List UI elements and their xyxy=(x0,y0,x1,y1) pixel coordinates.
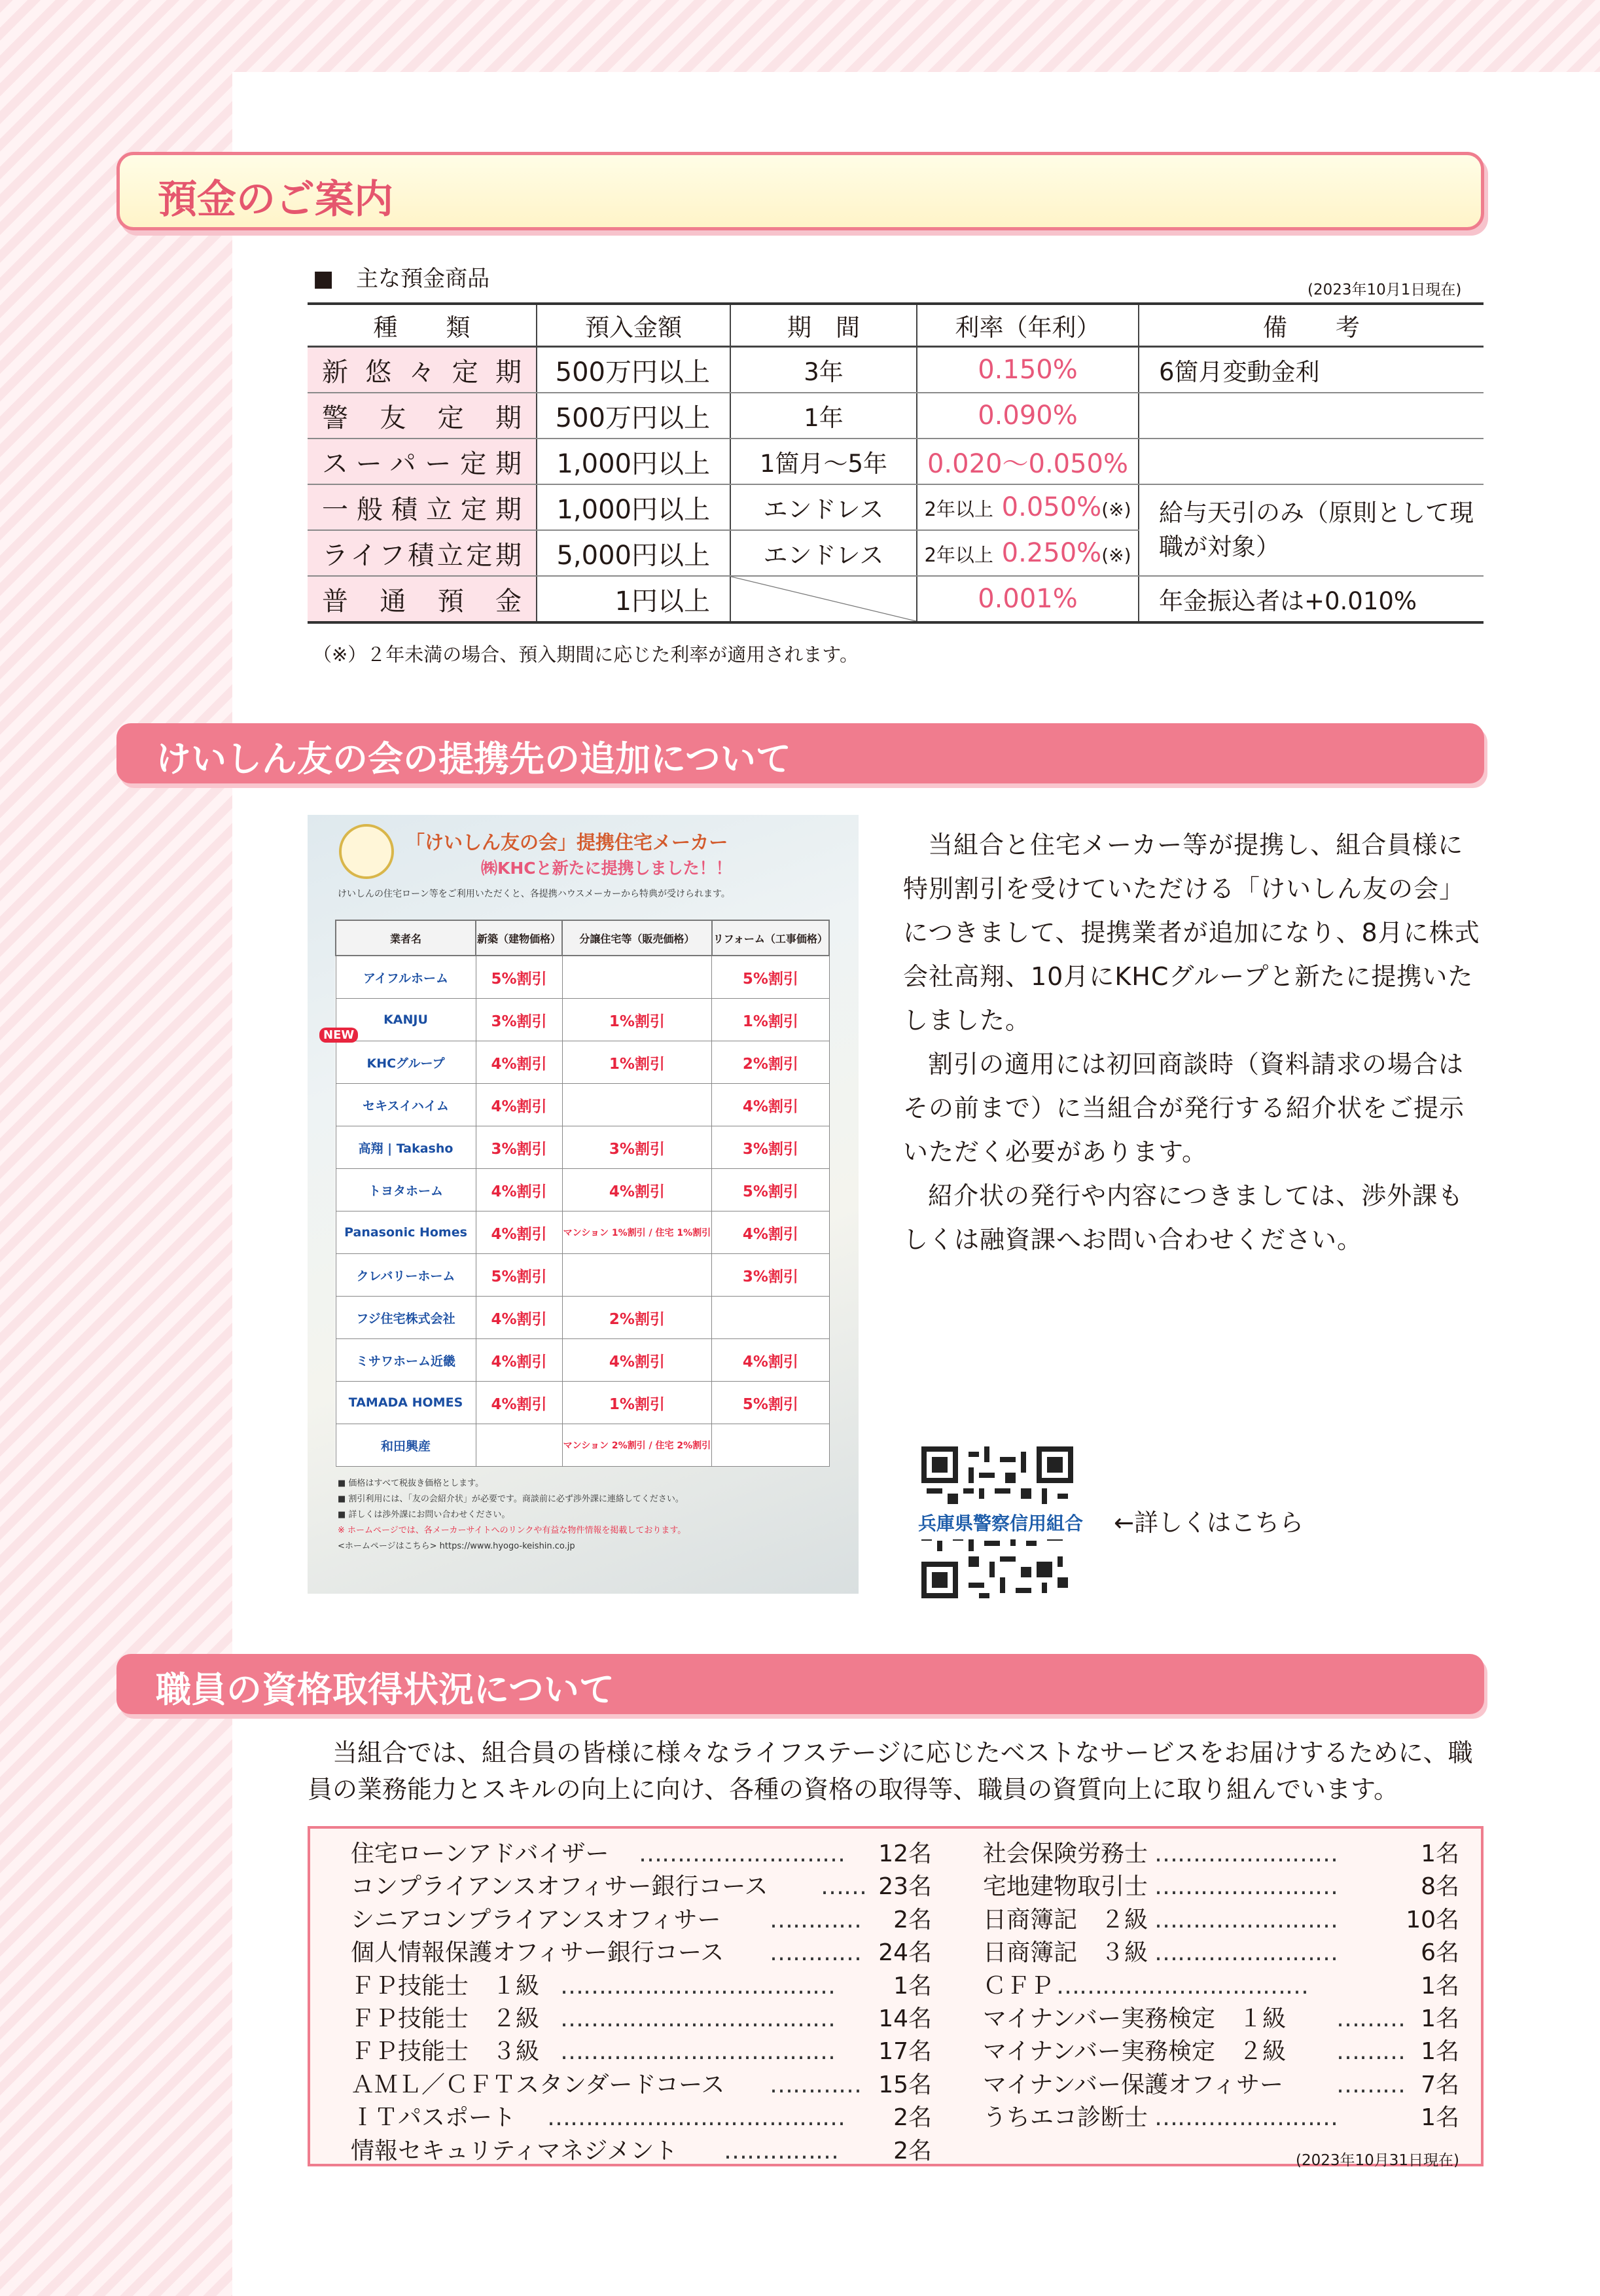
cell-kind: 警友定期 xyxy=(308,393,537,439)
flyer-row xyxy=(336,1084,829,1126)
flyer-company: クレバリーホーム xyxy=(336,1254,476,1297)
list-item xyxy=(983,2069,1459,2102)
cell-rate: 0.020～0.050% xyxy=(917,439,1139,484)
cell-rate: 0.001% xyxy=(917,576,1139,622)
paragraph: 割引の適用には初回商談時（資料請求の場合はその前まで）に当組合が発行する紹介状をご提示いただく必要があります。 xyxy=(903,1050,1465,1166)
flyer-subtitle: ㈱KHCと新たに提携しました！！ xyxy=(481,859,732,878)
cell-note: 年金振込者は+0.010% xyxy=(1139,576,1484,622)
flyer-row xyxy=(336,1254,829,1297)
rate-value: 0.250% xyxy=(1001,538,1102,568)
flyer-reform xyxy=(712,1424,829,1467)
cell-rate xyxy=(917,484,1139,530)
qr-caption: ←詳しくはこちら xyxy=(1114,1509,1304,1537)
qualifications-box xyxy=(308,1826,1484,2169)
qualification-name: マイナンバー実務検定 ２級 xyxy=(983,2038,1286,2066)
qualification-name: ＦＰ技能士 ３級 xyxy=(351,2038,540,2066)
qualification-count: 17名 xyxy=(878,2038,932,2066)
list-item xyxy=(983,1970,1459,2003)
qualification-count: 10名 xyxy=(1406,1906,1459,1933)
qualification-count: 6名 xyxy=(1421,1939,1459,1967)
table-row xyxy=(308,393,1484,439)
flyer-new: 4%割引 xyxy=(476,1382,562,1424)
cell-note: 6箇月変動金利 xyxy=(1139,347,1484,393)
list-item xyxy=(351,2003,932,2036)
cell-amount: 1,000円以上 xyxy=(537,439,730,484)
deposit-table xyxy=(308,302,1484,624)
flyer-reform: 2%割引 xyxy=(712,1041,829,1084)
list-item xyxy=(351,1904,932,1937)
flyer-bunjo: 3%割引 xyxy=(562,1126,712,1169)
list-item xyxy=(983,2102,1459,2134)
qualification-name: シニアコンプライアンスオフィサー xyxy=(351,1906,721,1933)
flyer-row xyxy=(336,1382,829,1424)
cell-kind: 新悠々定期 xyxy=(308,347,537,393)
flyer-company: セキスイハイム xyxy=(336,1084,476,1126)
leader-dots: …………………… xyxy=(1154,1840,1338,1867)
section-header-keishin-club xyxy=(116,723,1484,783)
list-item xyxy=(983,1838,1459,1871)
leader-dots: ……… xyxy=(1336,2071,1405,2098)
list-item xyxy=(983,1937,1459,1969)
qualification-count: 1名 xyxy=(1421,2038,1459,2066)
flyer-company: KANJU xyxy=(336,999,476,1041)
cell-period: エンドレス xyxy=(730,484,917,530)
flyer-title: 「けいしん友の会」提携住宅メーカー xyxy=(406,831,728,853)
flyer-company: 和田興産 xyxy=(336,1424,476,1467)
paragraph: 紹介状の発行や内容につきましては、渉外課もしくは融資課へお問い合わせください。 xyxy=(903,1181,1464,1254)
rate-suffix: (※) xyxy=(1101,499,1131,520)
cell-period: 1箇月～5年 xyxy=(730,439,917,484)
qualification-count: 7名 xyxy=(1421,2071,1459,2098)
flyer-row xyxy=(336,1424,829,1467)
leader-dots: ………… xyxy=(770,1906,861,1933)
keishin-club-body xyxy=(903,823,1485,1262)
qualification-name: 宅地建物取引士 xyxy=(983,1873,1148,1901)
leader-dots: …………………… xyxy=(1154,1939,1338,1967)
cell-period: 1年 xyxy=(730,393,917,439)
header-amount: 預入金額 xyxy=(537,304,730,347)
list-item xyxy=(983,2135,1459,2168)
qualification-list-left xyxy=(351,1838,932,2168)
list-item xyxy=(351,1937,932,1969)
emblem-icon xyxy=(339,824,394,879)
flyer-bunjo: 2%割引 xyxy=(562,1297,712,1339)
flyer-bunjo xyxy=(562,956,712,999)
qualification-name: ＩＴパスポート xyxy=(351,2104,516,2132)
paragraph: 当組合と住宅メーカー等が提携し、組合員様に特別割引を受けていただける「けいしん友の会」につきまして、提携業者が追加になり、8月に株式会社高翔、10月にKHCグループと新たに提携いたしました。 xyxy=(903,831,1480,1035)
header-period: 期 間 xyxy=(730,304,917,347)
flyer-reform: 5%割引 xyxy=(712,1382,829,1424)
qualification-count: 2名 xyxy=(893,1906,932,1933)
table-row xyxy=(308,347,1484,393)
qualification-name: マイナンバー実務検定 １級 xyxy=(983,2005,1286,2032)
leader-dots: …………………… xyxy=(1154,1906,1338,1933)
qr-label-band xyxy=(903,1508,1098,1539)
flyer-row xyxy=(336,1041,829,1084)
flyer-bunjo: 1%割引 xyxy=(562,1382,712,1424)
flyer-company: ミサワホーム近畿 xyxy=(336,1339,476,1382)
section-title: けいしん友の会の提携先の追加について xyxy=(156,738,791,780)
qualification-name: 社会保険労務士 xyxy=(983,1840,1148,1867)
flyer-bunjo xyxy=(562,1084,712,1126)
leader-dots: ………… xyxy=(770,2071,861,2098)
qualification-count: 1名 xyxy=(1421,1972,1459,2000)
flyer-header: リフォーム（工事価格） xyxy=(712,920,829,956)
qualification-name: ＦＰ技能士 １級 xyxy=(351,1972,540,2000)
flyer-bunjo: マンション 2%割引 / 住宅 2%割引 xyxy=(562,1424,712,1467)
cell-amount: 5,000円以上 xyxy=(537,530,730,576)
flyer-reform: 5%割引 xyxy=(712,1169,829,1211)
list-item xyxy=(983,1904,1459,1937)
qr-label: 兵庫県警察信用組合 xyxy=(917,1513,1083,1534)
subtitle-main-products: ■ 主な預金商品 xyxy=(313,266,490,292)
cell-rate: 0.090% xyxy=(917,393,1139,439)
table-row xyxy=(308,576,1484,622)
rate-suffix: (※) xyxy=(1101,545,1131,566)
qualification-name: 日商簿記 ２級 xyxy=(983,1906,1148,1933)
flyer-new: 3%割引 xyxy=(476,999,562,1041)
flyer-company: KHCグループ xyxy=(336,1041,476,1084)
qualification-name: 情報セキュリティマネジメント xyxy=(351,2137,678,2164)
flyer-company: フジ住宅株式会社 xyxy=(336,1297,476,1339)
flyer-new: 4%割引 xyxy=(476,1211,562,1254)
list-item xyxy=(983,2036,1459,2068)
flyer-note: ■ 割引利用には、「友の会紹介状」が必要です。商談前に必ず渉外課に連絡してください。 xyxy=(338,1494,684,1504)
flyer-bunjo: 1%割引 xyxy=(562,999,712,1041)
header-note: 備 考 xyxy=(1139,304,1484,347)
flyer-company: アイフルホーム xyxy=(336,956,476,999)
leader-dots: ……………………… xyxy=(639,1840,845,1867)
header-rate: 利率（年利） xyxy=(917,304,1139,347)
qualification-name: ＡＭＬ／ＣＦＴスタンダードコース xyxy=(351,2071,725,2098)
partner-flyer-image xyxy=(308,815,859,1594)
flyer-bunjo: 4%割引 xyxy=(562,1169,712,1211)
flyer-header: 分譲住宅等（販売価格） xyxy=(562,920,712,956)
list-item xyxy=(351,1871,932,1903)
flyer-new: 4%割引 xyxy=(476,1041,562,1084)
qualification-name: うちエコ診断士 xyxy=(983,2104,1148,2132)
flyer-header-row xyxy=(336,920,829,956)
cell-period: エンドレス xyxy=(730,530,917,576)
flyer-row xyxy=(336,956,829,999)
flyer-reform: 3%割引 xyxy=(712,1254,829,1297)
list-item xyxy=(351,1970,932,2003)
flyer-new: 5%割引 xyxy=(476,956,562,999)
flyer-new xyxy=(476,1424,562,1467)
flyer-new: 3%割引 xyxy=(476,1126,562,1169)
flyer-company: トヨタホーム xyxy=(336,1169,476,1211)
flyer-row xyxy=(336,1339,829,1382)
qualification-name: ＦＰ技能士 ２級 xyxy=(351,2005,540,2032)
flyer-reform: 4%割引 xyxy=(712,1339,829,1382)
leader-dots: …………………………… xyxy=(1056,1972,1308,2000)
cell-note: 給与天引のみ（原則として現職が対象） xyxy=(1139,484,1484,576)
list-item xyxy=(351,2135,932,2168)
rate-prefix: 2年以上 xyxy=(924,498,993,520)
flyer-row xyxy=(336,1169,829,1211)
flyer-new: 4%割引 xyxy=(476,1339,562,1382)
flyer-company: Panasonic Homes xyxy=(336,1211,476,1254)
qualification-count: 2名 xyxy=(893,2137,932,2164)
flyer-note: ※ ホームページでは、各メーカーサイトへのリンクや有益な物件情報を掲載しております。 xyxy=(338,1526,686,1535)
qualification-name: マイナンバー保護オフィサー xyxy=(983,2071,1284,2098)
cell-amount: 1,000円以上 xyxy=(537,484,730,530)
header-kind: 種 類 xyxy=(308,304,537,347)
qualification-count: 1名 xyxy=(893,1972,932,2000)
cell-kind: 普通預金 xyxy=(308,576,537,622)
flyer-new: 4%割引 xyxy=(476,1297,562,1339)
qualification-name: コンプライアンスオフィサー銀行コース xyxy=(351,1873,768,1901)
qualification-count: 1名 xyxy=(1421,2104,1459,2132)
leader-dots: ……………………………… xyxy=(560,2038,835,2066)
flyer-header: 新築（建物価格） xyxy=(476,920,562,956)
flyer-bunjo: マンション 1%割引 / 住宅 1%割引 xyxy=(562,1211,712,1254)
flyer-company: 高翔 | Takasho xyxy=(336,1126,476,1169)
flyer-reform xyxy=(712,1297,829,1339)
qualification-name: 住宅ローンアドバイザー xyxy=(351,1840,609,1867)
flyer-reform: 5%割引 xyxy=(712,956,829,999)
flyer-company: TAMADA HOMES xyxy=(336,1382,476,1424)
list-item xyxy=(983,2003,1459,2036)
flyer-row xyxy=(336,1126,829,1169)
flyer-reform: 1%割引 xyxy=(712,999,829,1041)
table-row xyxy=(308,439,1484,484)
flyer-intro: けいしんの住宅ローン等をご利用いただくと、各提携ハウスメーカーから特典が受けられます。 xyxy=(338,889,730,899)
qualification-count: 24名 xyxy=(878,1939,932,1967)
new-badge: NEW xyxy=(319,1028,358,1043)
cell-amount: 500万円以上 xyxy=(537,347,730,393)
section-title: 預金のご案内 xyxy=(158,177,393,223)
leader-dots: …… xyxy=(821,1873,866,1901)
cell-note xyxy=(1139,439,1484,484)
cell-period: 3年 xyxy=(730,347,917,393)
cell-kind: 一般積立定期 xyxy=(308,484,537,530)
flyer-reform: 4%割引 xyxy=(712,1211,829,1254)
qualification-count: 12名 xyxy=(878,1840,932,1867)
leader-dots: …………………… xyxy=(1154,1873,1338,1901)
qualification-name: ＣＦＰ xyxy=(983,1972,1054,2000)
footnote: （※）２年未満の場合、預入期間に応じた利率が適用されます。 xyxy=(313,643,859,666)
qualification-count: 1名 xyxy=(1421,2005,1459,2032)
flyer-bunjo: 1%割引 xyxy=(562,1041,712,1084)
cell-rate xyxy=(917,530,1139,576)
leader-dots: ……………………………… xyxy=(560,2005,835,2032)
list-item xyxy=(351,2102,932,2134)
flyer-new: 4%割引 xyxy=(476,1084,562,1126)
flyer-row xyxy=(336,1297,829,1339)
flyer-header: 業者名 xyxy=(336,920,476,956)
qualification-count: 8名 xyxy=(1421,1873,1459,1901)
list-item xyxy=(351,2069,932,2102)
flyer-reform: 4%割引 xyxy=(712,1084,829,1126)
cell-rate: 0.150% xyxy=(917,347,1139,393)
flyer-row xyxy=(336,999,829,1041)
leader-dots: …………… xyxy=(724,2137,838,2164)
flyer-note: ■ 詳しくは渉外課にお問い合わせください。 xyxy=(338,1510,510,1520)
cell-period-empty xyxy=(730,576,917,622)
flyer-new: 5%割引 xyxy=(476,1254,562,1297)
list-item xyxy=(983,1871,1459,1903)
qualification-count: 1名 xyxy=(1421,1840,1459,1867)
qualification-name: 日商簿記 ３級 xyxy=(983,1939,1148,1967)
leader-dots: …………………… xyxy=(1154,2104,1338,2132)
qualification-list-right xyxy=(983,1838,1459,2168)
section-header-deposits xyxy=(116,152,1484,230)
section-title: 職員の資格取得状況について xyxy=(156,1669,614,1710)
table-row xyxy=(308,484,1484,530)
cell-kind: ライフ積立定期 xyxy=(308,530,537,576)
as-of-date: (2023年10月1日現在) xyxy=(1307,281,1462,298)
rate-value: 0.050% xyxy=(1001,492,1102,522)
qualification-count: 23名 xyxy=(878,1873,932,1901)
flyer-bunjo xyxy=(562,1254,712,1297)
cell-amount: 1円以上 xyxy=(537,576,730,622)
section-header-qualifications xyxy=(116,1654,1484,1714)
list-item xyxy=(351,2036,932,2068)
cell-kind: スーパー定期 xyxy=(308,439,537,484)
flyer-note: <ホームページはこちら> https://www.hyogo-keishin.co.jp xyxy=(338,1541,575,1551)
qualifications-intro: 当組合では、組合員の皆様に様々なライフステージに応じたベストなサービスをお届けするために、職員の業務能力とスキルの向上に向け、各種の資格の取得等、職員の資質向上に取り組んでいます。 xyxy=(308,1738,1473,1804)
cell-amount: 500万円以上 xyxy=(537,393,730,439)
leader-dots: ……………………………… xyxy=(560,1972,835,2000)
leader-dots: ………………………………… xyxy=(547,2104,845,2132)
cell-note xyxy=(1139,393,1484,439)
leader-dots: ……… xyxy=(1336,2005,1405,2032)
flyer-reform: 3%割引 xyxy=(712,1126,829,1169)
flyer-new: 4%割引 xyxy=(476,1169,562,1211)
flyer-table xyxy=(335,920,830,1467)
leader-dots: ………… xyxy=(770,1939,861,1967)
qualification-count: 14名 xyxy=(878,2005,932,2032)
qualification-name: 個人情報保護オフィサー銀行コース xyxy=(351,1939,724,1967)
list-item xyxy=(351,1838,932,1871)
qualifications-as-of: (2023年10月31日現在) xyxy=(1295,2151,1459,2169)
leader-dots: ……… xyxy=(1336,2038,1405,2066)
flyer-notes xyxy=(338,1476,686,1554)
flyer-note: ■ 価格はすべて税抜き価格とします。 xyxy=(338,1479,484,1488)
flyer-bunjo: 4%割引 xyxy=(562,1339,712,1382)
rate-prefix: 2年以上 xyxy=(924,544,993,566)
qualification-count: 2名 xyxy=(893,2104,932,2132)
table-header-row xyxy=(308,304,1484,347)
flyer-row xyxy=(336,1211,829,1254)
qualification-count: 15名 xyxy=(878,2071,932,2098)
